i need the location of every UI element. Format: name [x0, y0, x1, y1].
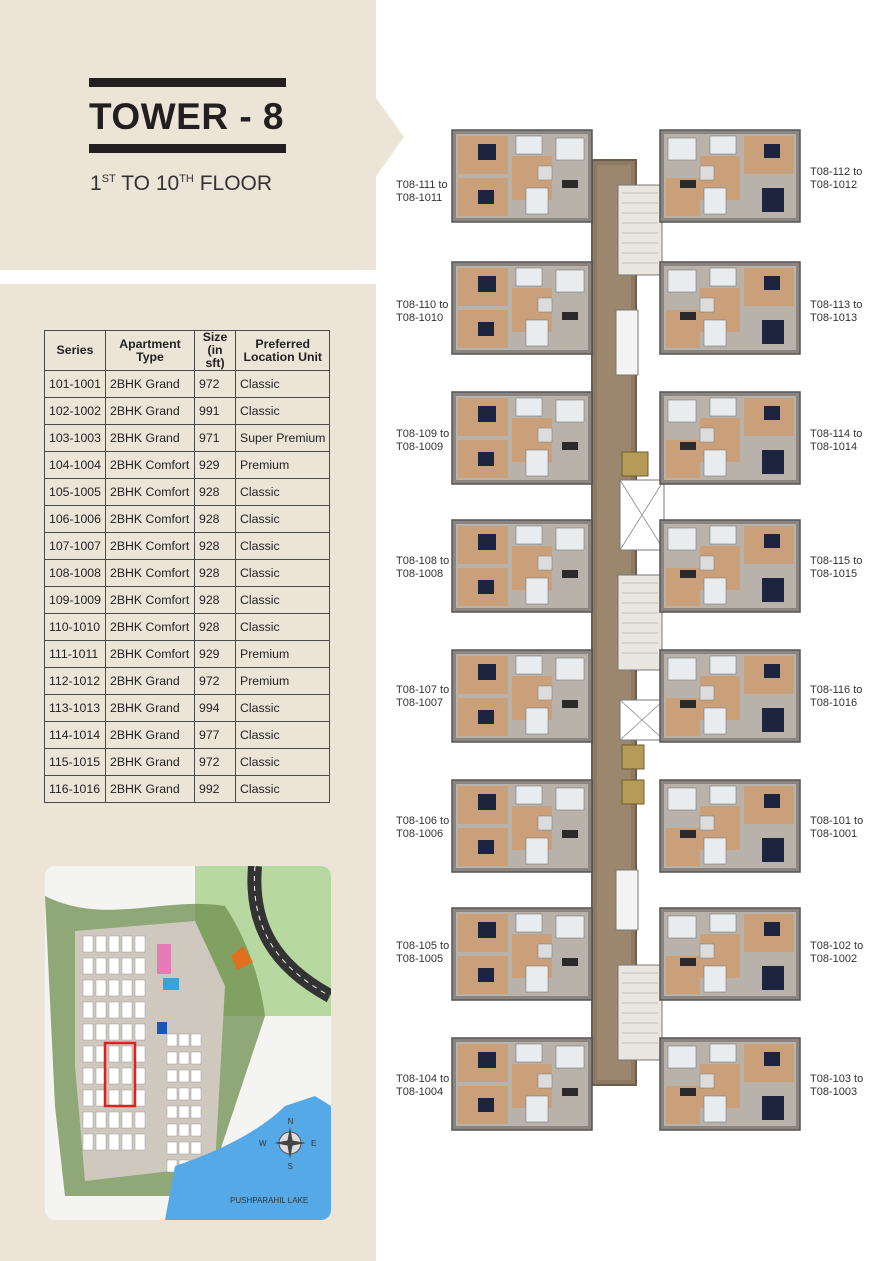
stair-core	[618, 185, 662, 275]
header-apartment-type: Apartment Type	[106, 331, 195, 371]
table-row	[45, 641, 330, 668]
title-top-rule	[89, 78, 286, 87]
cell-size: 929	[195, 641, 236, 668]
cell-apartment-type: 2BHK Grand	[106, 425, 195, 452]
cell-series: 106-1006	[45, 506, 106, 533]
cell-location: Classic	[236, 533, 330, 560]
unit-label-right: T08-102 to T08-1002	[810, 940, 864, 965]
apartment-unit	[660, 130, 800, 222]
cell-series: 103-1003	[45, 425, 106, 452]
svg-text:E: E	[311, 1139, 317, 1148]
title-panel-arrow	[374, 95, 404, 179]
cell-size: 972	[195, 668, 236, 695]
cell-series: 107-1007	[45, 533, 106, 560]
svg-text:S: S	[287, 1162, 293, 1171]
cell-size: 971	[195, 425, 236, 452]
cell-apartment-type: 2BHK Grand	[106, 668, 195, 695]
cell-size: 992	[195, 776, 236, 803]
apartment-unit	[452, 130, 592, 222]
cell-size: 977	[195, 722, 236, 749]
unit-label-left: T08-111 to T08-1011	[396, 179, 448, 204]
svg-text:N: N	[287, 1117, 294, 1126]
cell-apartment-type: 2BHK Grand	[106, 695, 195, 722]
unit-label-left: T08-106 to T08-1006	[396, 815, 450, 840]
cell-location: Classic	[236, 749, 330, 776]
lift-shaft	[620, 700, 664, 740]
cell-apartment-type: 2BHK Comfort	[106, 479, 195, 506]
unit-label-left: T08-107 to T08-1007	[396, 684, 450, 709]
cell-location: Classic	[236, 695, 330, 722]
cell-series: 110-1010	[45, 614, 106, 641]
cell-size: 928	[195, 560, 236, 587]
lake-label: PUSHPARAHIL LAKE	[230, 1196, 309, 1205]
cell-location: Classic	[236, 614, 330, 641]
apartment-unit	[452, 520, 592, 612]
cell-location: Premium	[236, 668, 330, 695]
apartment-unit	[660, 908, 800, 1000]
cell-series: 101-1001	[45, 371, 106, 398]
cell-location: Premium	[236, 641, 330, 668]
table-row	[45, 479, 330, 506]
unit-label-left: T08-104 to T08-1004	[396, 1073, 450, 1098]
table-row	[45, 425, 330, 452]
unit-label-left: T08-110 to T08-1010	[396, 299, 449, 324]
unit-label-right: T08-101 to T08-1001	[810, 815, 864, 840]
cell-location: Classic	[236, 776, 330, 803]
cell-series: 111-1011	[45, 641, 106, 668]
cell-series: 114-1014	[45, 722, 106, 749]
header-series: Series	[45, 331, 106, 371]
cell-apartment-type: 2BHK Grand	[106, 371, 195, 398]
cell-location: Classic	[236, 722, 330, 749]
unit-table	[44, 330, 330, 803]
page-title: TOWER - 8	[89, 96, 284, 137]
cell-size: 994	[195, 695, 236, 722]
svg-text:W: W	[259, 1139, 267, 1148]
title-bottom-rule	[89, 144, 286, 153]
floor-range: 1ST TO 10TH FLOOR	[90, 172, 273, 195]
table-row	[45, 560, 330, 587]
table-row	[45, 506, 330, 533]
table-header-row	[45, 331, 330, 371]
cell-apartment-type: 2BHK Comfort	[106, 560, 195, 587]
cell-size: 928	[195, 533, 236, 560]
cell-series: 104-1004	[45, 452, 106, 479]
table-row	[45, 668, 330, 695]
apartment-unit	[452, 392, 592, 484]
apartment-unit	[452, 650, 592, 742]
stair-core	[618, 965, 662, 1060]
unit-label-right: T08-115 to T08-1015	[810, 555, 863, 580]
cell-location: Classic	[236, 479, 330, 506]
cell-location: Classic	[236, 398, 330, 425]
cell-series: 116-1016	[45, 776, 106, 803]
cell-size: 928	[195, 479, 236, 506]
cell-apartment-type: 2BHK Comfort	[106, 506, 195, 533]
table-row	[45, 722, 330, 749]
cell-location: Classic	[236, 587, 330, 614]
unit-label-left: T08-105 to T08-1005	[396, 940, 450, 965]
header-size: Size (in sft)	[195, 331, 236, 371]
cell-apartment-type: 2BHK Comfort	[106, 587, 195, 614]
service-shaft	[616, 870, 638, 930]
table-row	[45, 533, 330, 560]
apartment-unit	[452, 780, 592, 872]
cell-apartment-type: 2BHK Grand	[106, 722, 195, 749]
table-row	[45, 587, 330, 614]
lift-car	[622, 452, 648, 476]
cell-series: 115-1015	[45, 749, 106, 776]
stair-core	[618, 575, 662, 670]
cell-size: 928	[195, 587, 236, 614]
apartment-unit	[452, 908, 592, 1000]
unit-label-left: T08-109 to T08-1009	[396, 428, 450, 453]
cell-series: 112-1012	[45, 668, 106, 695]
apartment-unit	[660, 392, 800, 484]
table-row	[45, 776, 330, 803]
apartment-unit	[660, 520, 800, 612]
apartment-unit	[660, 780, 800, 872]
table-row	[45, 695, 330, 722]
unit-label-left: T08-108 to T08-1008	[396, 555, 450, 580]
cell-apartment-type: 2BHK Comfort	[106, 533, 195, 560]
cell-location: Classic	[236, 506, 330, 533]
unit-label-right: T08-112 to T08-1012	[810, 166, 863, 191]
apartment-unit	[452, 262, 592, 354]
cell-apartment-type: 2BHK Comfort	[106, 614, 195, 641]
table-row	[45, 452, 330, 479]
cell-size: 929	[195, 452, 236, 479]
unit-label-right: T08-114 to T08-1014	[810, 428, 863, 453]
cell-apartment-type: 2BHK Comfort	[106, 641, 195, 668]
unit-label-right: T08-103 to T08-1003	[810, 1073, 864, 1098]
cell-apartment-type: 2BHK Grand	[106, 749, 195, 776]
apartment-unit	[452, 1038, 592, 1130]
cell-size: 972	[195, 749, 236, 776]
cell-series: 109-1009	[45, 587, 106, 614]
table-row	[45, 749, 330, 776]
site-map	[45, 866, 331, 1220]
table-row	[45, 398, 330, 425]
unit-label-right: T08-116 to T08-1016	[810, 684, 863, 709]
lift-shaft	[620, 480, 664, 550]
cell-location: Classic	[236, 371, 330, 398]
lift-car	[622, 745, 644, 769]
cell-location: Premium	[236, 452, 330, 479]
cell-location: Classic	[236, 560, 330, 587]
panel-divider	[0, 270, 376, 284]
cell-size: 928	[195, 506, 236, 533]
apartment-unit	[660, 650, 800, 742]
header-location: Preferred Location Unit	[236, 331, 330, 371]
apartment-unit	[660, 1038, 800, 1130]
cell-series: 105-1005	[45, 479, 106, 506]
apartment-unit	[660, 262, 800, 354]
site-map-drawing	[45, 866, 331, 1220]
central-corridor	[592, 160, 636, 1085]
cell-location: Super Premium	[236, 425, 330, 452]
cell-series: 108-1008	[45, 560, 106, 587]
cell-size: 928	[195, 614, 236, 641]
unit-label-right: T08-113 to T08-1013	[810, 299, 863, 324]
cell-size: 972	[195, 371, 236, 398]
cell-apartment-type: 2BHK Comfort	[106, 452, 195, 479]
service-shaft	[616, 310, 638, 375]
table-row	[45, 614, 330, 641]
cell-series: 113-1013	[45, 695, 106, 722]
cell-size: 991	[195, 398, 236, 425]
table-row	[45, 371, 330, 398]
cell-series: 102-1002	[45, 398, 106, 425]
lift-car	[622, 780, 644, 804]
cell-apartment-type: 2BHK Grand	[106, 398, 195, 425]
cell-apartment-type: 2BHK Grand	[106, 776, 195, 803]
